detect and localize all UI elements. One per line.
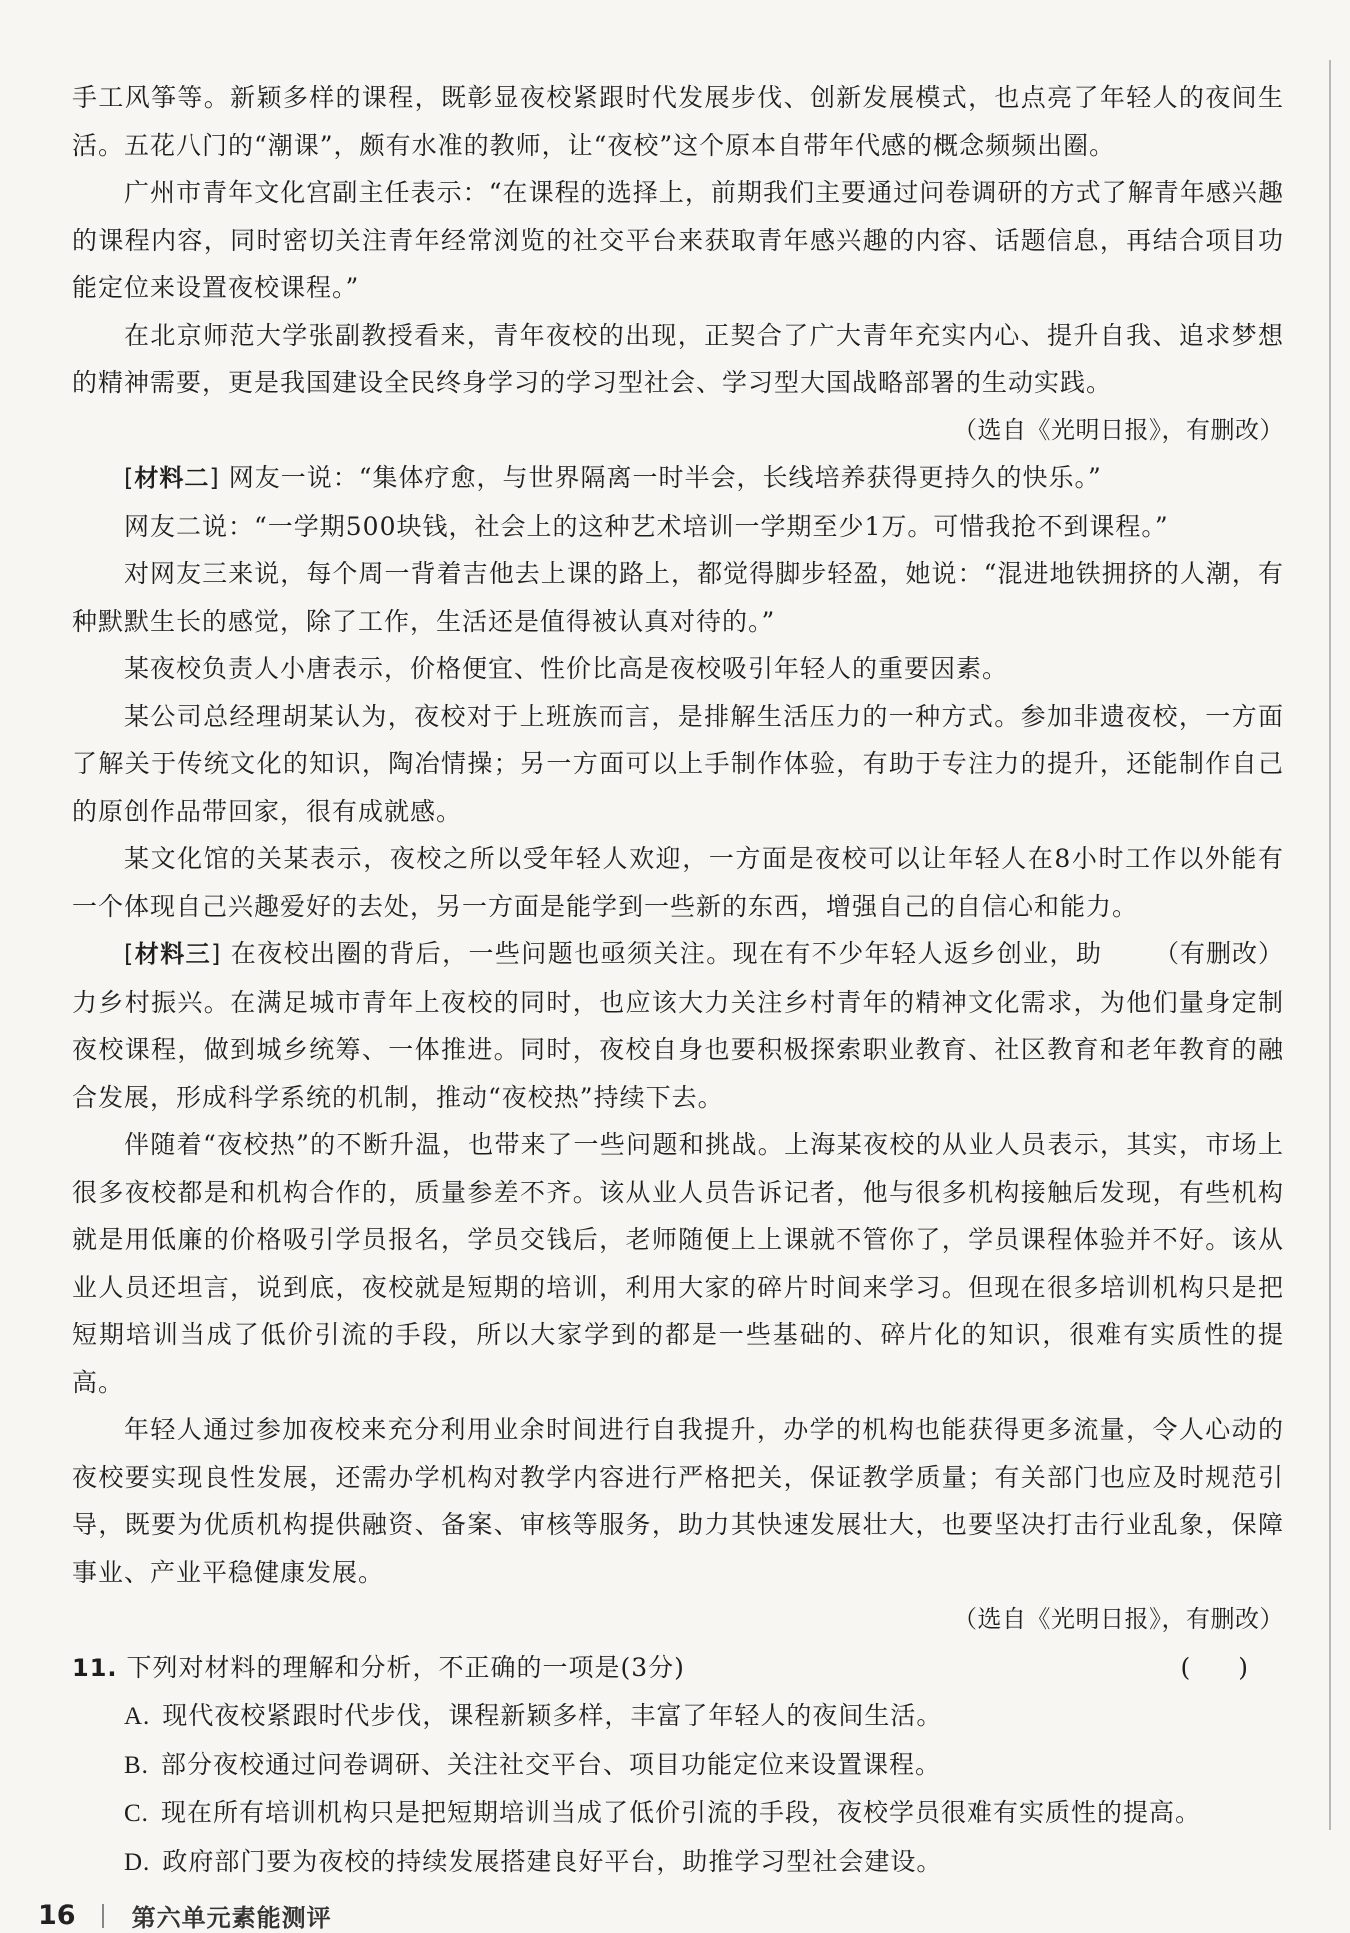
page-number: 16 [38,1900,76,1931]
question-stem [72,1644,1284,1693]
option-c: C. 现在所有培训机构只是把短期培训当成了低价引流的手段，夜校学员很难有实质性的提高。 [124,1798,1201,1827]
source-citation-1: （选自《光明日报》，有删改） [953,415,1284,444]
material-two-first [72,454,1284,503]
unit-title: 第六单元素能测评 [131,1904,332,1932]
material-two-label: [材料二] [124,464,220,492]
option-d: D. 政府部门要为夜校的持续发展搭建良好平台，助推学习型社会建设。 [124,1846,943,1876]
footer-divider [102,1904,104,1928]
material-three-label: [材料三] [124,940,222,968]
material-two-manager-hu: 某公司总经理胡某认为，夜校对于上班族而言，是排解生活压力的一种方式。参加非遗夜校，一方面了解关于传统文化的知识，陶冶情操；另一方面可以上手制作体验，有助于专注力的提升，还能制作自己的原创作品带回家，很有成就感。 [72,701,1284,826]
material-two-xiaotang: 某夜校负责人小唐表示，价格便宜、性价比高是夜校吸引年轻人的重要因素。 [124,654,1009,683]
option-a: A. 现代夜校紧跟时代步伐，课程新颖多样，丰富了年轻人的夜间生活。 [124,1701,943,1730]
option-b: B. 部分夜校通过问卷调研、关注社交平台、项目功能定位来设置课程。 [124,1749,941,1779]
material-three-text: 在夜校出圈的背后，一些问题也亟须关注。现在有不少年轻人返乡创业，助力乡村振兴。在满足城市青年上夜校的同时，也应该大力关注乡村青年的精神文化需求，为他们量身定制夜校课程，做到城乡统筹、一体推进。同时，夜校自身也要积极探索职业教育、社区教育和老年教育的融合发展，形成科学系统的机制，推动“夜校热”持续下去。 [72,939,1284,1112]
source-citation-2: （选自《光明日报》，有删改） [953,1605,1284,1633]
material-three-conclusion: 年轻人通过参加夜校来充分利用业余时间进行自我提升，办学的机构也能获得更多流量，令人心动的夜校要实现良性发展，还需办学机构对教学内容进行严格把关，保证教学质量；有关部门也应及时规范引导，既要为优质机构提供融资、备案、审核等服务，助力其快速发展壮大，也要坚决打击行业乱象，保障事业、产业平稳健康发展。 [72,1415,1284,1587]
paragraph-beijing-professor: 在北京师范大学张副教授看来，青年夜校的出现，正契合了广大青年充实内心、提升自我、追求梦想的精神需要，更是我国建设全民终身学习的学习型社会、学习型大国战略部署的生动实践。 [72,320,1284,397]
margin-rule [1329,60,1331,1830]
material-two-netizen-three: 对网友三来说，每个周一背着吉他去上课的路上，都觉得脚步轻盈，她说：“混进地铁拥挤的人潮，有种默默生长的感觉，除了工作，生活还是值得被认真对待的。” [72,559,1284,636]
article-body [72,74,1284,1886]
material-three-shanghai: 伴随着“夜校热”的不断升温，也带来了一些问题和挑战。上海某夜校的从业人员表示，其实，市场上很多夜校都是和机构合作的，质量参差不齐。该从业人员告诉记者，他与很多机构接触后发现，有些机构就是用低廉的价格吸引学员报名，学员交钱后，老师随便上上课就不管你了，学员课程体验并不好。该从业人员还坦言，说到底，夜校就是短期的培训，利用大家的碎片时间来学习。但现在很多培训机构只是把短期培训当成了低价引流的手段，所以大家学到的都是一些基础的、碎片化的知识，很难有实质性的提高。 [72,1130,1284,1397]
page-footer [38,1898,332,1933]
edit-note: （有删改） [1153,939,1284,968]
answer-blank: ( ) [1180,1652,1268,1682]
question-text: 下列对材料的理解和分析，不正确的一项是(3分) [126,1652,685,1682]
paragraph-guangzhou-quote: 广州市青年文化宫副主任表示：“在课程的选择上，前期我们主要通过问卷调研的方式了解青年感兴趣的课程内容，同时密切关注青年经常浏览的社交平台来获取青年感兴趣的内容、话题信息，再结合项目功能定位来设置夜校课程。” [72,178,1284,302]
question-number: 11. [72,1653,118,1682]
culture-hall-text: 某文化馆的关某表示，夜校之所以受年轻人欢迎，一方面是夜校可以让年轻人在8小时工作以外能有一个体现自己兴趣爱好的去处，另一方面是能学到一些新的东西，增强自己的自信心和能力。 [72,844,1284,921]
material-two-netizen-two: 网友二说：“一学期500块钱，社会上的这种艺术培训一学期至少1万。可惜我抢不到课程。” [124,511,1169,541]
paragraph-intro-continued: 手工风筝等。新颖多样的课程，既彰显夜校紧跟时代发展步伐、创新发展模式，也点亮了年轻人的夜间生活。五花八门的“潮课”，颇有水准的教师，让“夜校”这个原本自带年代感的概念频频出圈。 [72,83,1284,160]
material-two-text: 网友一说：“集体疗愈，与世界隔离一时半会，长线培养获得更持久的快乐。” [228,463,1102,492]
question-11 [72,1644,1284,1887]
